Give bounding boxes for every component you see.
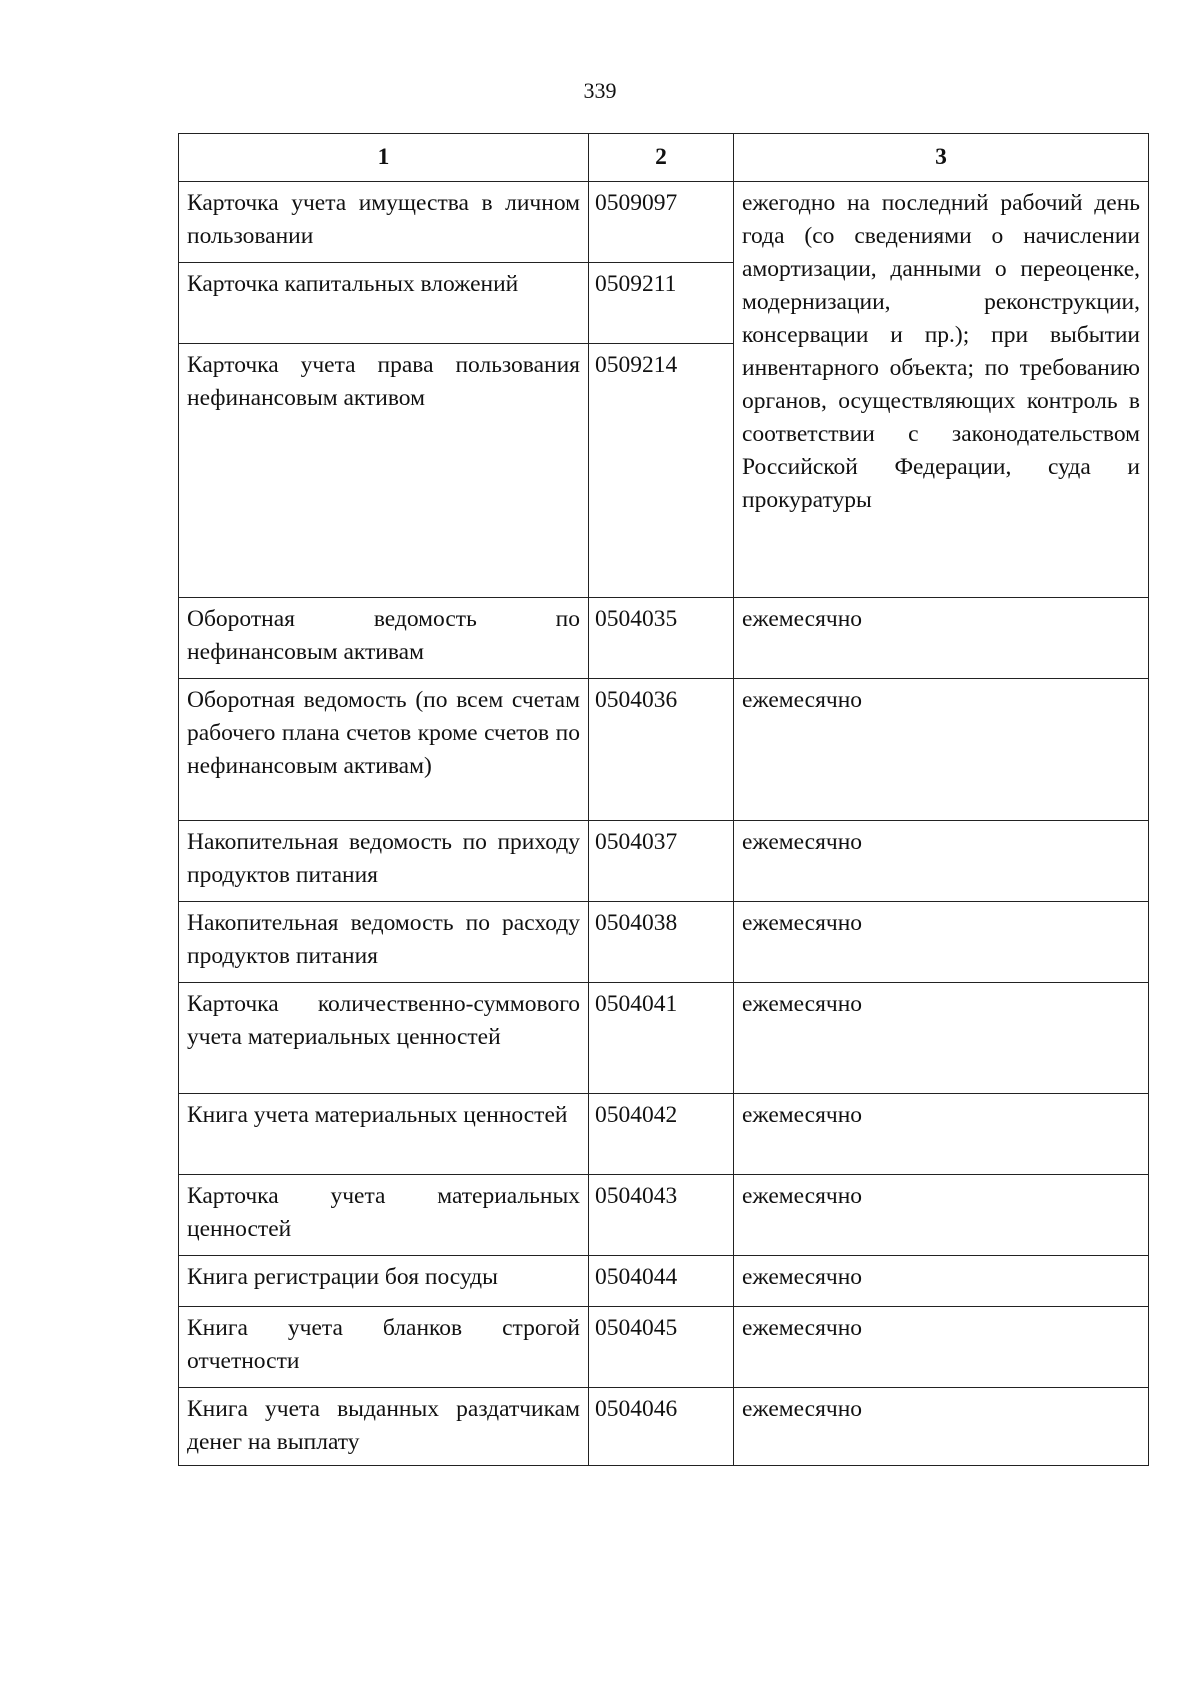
document-table — [178, 133, 1149, 1466]
form-name: Карточка учета имущества в личном пользовании — [179, 182, 589, 263]
frequency: ежемесячно — [734, 1175, 1149, 1256]
form-code: 0509211 — [589, 263, 734, 344]
form-name: Накопительная ведомость по приходу продуктов питания — [179, 821, 589, 902]
frequency: ежемесячно — [734, 983, 1149, 1094]
form-code: 0509097 — [589, 182, 734, 263]
table-row — [179, 902, 1149, 983]
form-name: Оборотная ведомость (по всем счетам рабочего плана счетов кроме счетов по нефинансовым активам) — [179, 679, 589, 821]
table-row — [179, 1256, 1149, 1307]
form-name: Карточка учета права пользования нефинансовым активом — [179, 344, 589, 598]
frequency: ежемесячно — [734, 1094, 1149, 1175]
form-name: Карточка капитальных вложений — [179, 263, 589, 344]
frequency: ежемесячно — [734, 902, 1149, 983]
form-code: 0504041 — [589, 983, 734, 1094]
form-code: 0504046 — [589, 1388, 734, 1466]
form-name: Накопительная ведомость по расходу продуктов питания — [179, 902, 589, 983]
form-code: 0504037 — [589, 821, 734, 902]
frequency: ежемесячно — [734, 1388, 1149, 1466]
form-name: Книга регистрации боя посуды — [179, 1256, 589, 1307]
frequency: ежемесячно — [734, 679, 1149, 821]
table-row — [179, 598, 1149, 679]
table-row — [179, 1175, 1149, 1256]
table-row — [179, 1388, 1149, 1466]
frequency: ежемесячно — [734, 821, 1149, 902]
form-name: Книга учета бланков строгой отчетности — [179, 1307, 589, 1388]
frequency: ежемесячно — [734, 1256, 1149, 1307]
form-code: 0504042 — [589, 1094, 734, 1175]
table-row — [179, 1307, 1149, 1388]
header-col-2: 2 — [589, 134, 734, 182]
form-name: Карточка учета материальных ценностей — [179, 1175, 589, 1256]
page-number: 339 — [583, 78, 617, 103]
table-row — [179, 821, 1149, 902]
header-col-3: 3 — [734, 134, 1149, 182]
form-code: 0504045 — [589, 1307, 734, 1388]
table-row — [179, 1094, 1149, 1175]
form-name: Книга учета материальных ценностей — [179, 1094, 589, 1175]
form-name: Оборотная ведомость по нефинансовым активам — [179, 598, 589, 679]
form-name: Книга учета выданных раздатчикам денег на выплату — [179, 1388, 589, 1466]
table-row — [179, 679, 1149, 821]
form-name: Карточка количественно-суммового учета материальных ценностей — [179, 983, 589, 1094]
frequency-group: ежегодно на последний рабочий день года (со сведениями о начислении амортизации, данными о переоценке, модернизации, реконструкции, консервации и пр.); при выбытии инвентарного объекта; по требованию органов, осуществляющих контроль в соответствии с законодательством Российской Федерации, суда и прокуратуры — [734, 182, 1149, 598]
frequency: ежемесячно — [734, 1307, 1149, 1388]
header-col-1: 1 — [179, 134, 589, 182]
form-code: 0504036 — [589, 679, 734, 821]
table-header-row — [179, 134, 1149, 182]
form-code: 0504038 — [589, 902, 734, 983]
form-code: 0509214 — [589, 344, 734, 598]
frequency: ежемесячно — [734, 598, 1149, 679]
table-row — [179, 983, 1149, 1094]
form-code: 0504044 — [589, 1256, 734, 1307]
form-code: 0504035 — [589, 598, 734, 679]
table-row — [179, 182, 1149, 263]
form-code: 0504043 — [589, 1175, 734, 1256]
